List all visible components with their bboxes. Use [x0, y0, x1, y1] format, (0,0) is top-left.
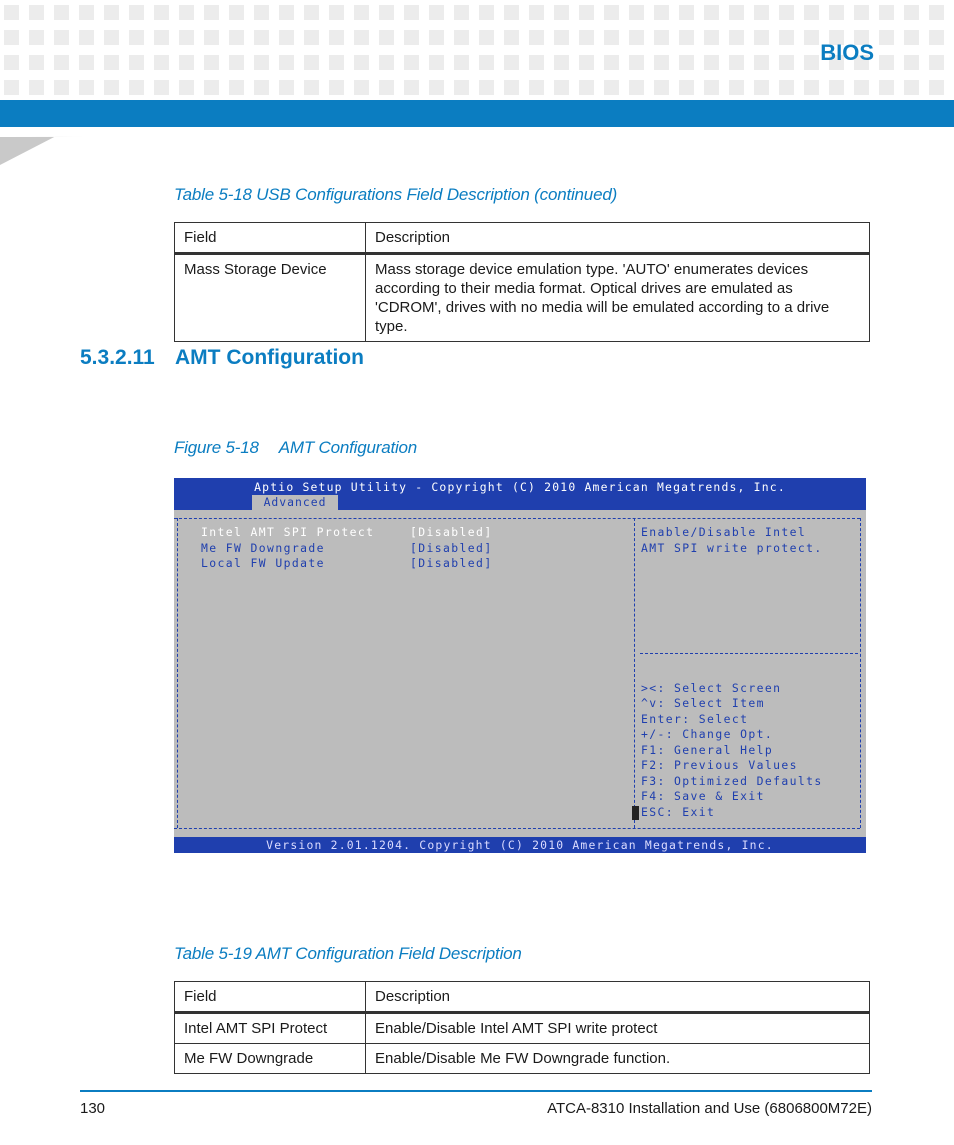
field-cell: Intel AMT SPI Protect	[175, 1013, 366, 1044]
header-dot	[904, 30, 919, 45]
chapter-title: BIOS	[820, 40, 874, 65]
header-dot	[104, 30, 119, 45]
section-title: AMT Configuration	[175, 346, 364, 369]
bios-help-line: Enable/Disable Intel	[641, 525, 807, 539]
header-dot	[754, 55, 769, 70]
header-dot	[654, 5, 669, 20]
header-dot	[204, 5, 219, 20]
table-row	[175, 1013, 870, 1044]
figure-title: AMT Configuration	[278, 438, 418, 457]
header-dot	[254, 30, 269, 45]
header-dot	[554, 55, 569, 70]
header-dot	[79, 80, 94, 95]
header-dot	[4, 55, 19, 70]
header-dot	[4, 30, 19, 45]
header-dot	[579, 30, 594, 45]
header-dot	[829, 5, 844, 20]
header-dot	[429, 55, 444, 70]
header-dot	[504, 30, 519, 45]
header-dot	[729, 55, 744, 70]
header-dot	[329, 80, 344, 95]
header-dot	[554, 30, 569, 45]
header-dot	[604, 30, 619, 45]
header-dot	[779, 80, 794, 95]
header-dot	[654, 30, 669, 45]
header-dot	[654, 55, 669, 70]
bios-key-hint: ^v: Select Item	[641, 696, 765, 710]
header-dot	[629, 30, 644, 45]
header-dot	[204, 30, 219, 45]
header-dot	[179, 80, 194, 95]
header-dot	[479, 5, 494, 20]
header-dot	[379, 5, 394, 20]
header-dot	[629, 80, 644, 95]
header-dot	[404, 30, 419, 45]
header-dot	[879, 55, 894, 70]
header-dot	[154, 30, 169, 45]
header-dot	[354, 80, 369, 95]
table-header-row	[175, 982, 870, 1013]
header-dot	[704, 80, 719, 95]
header-dot	[929, 5, 944, 20]
header-dot	[279, 55, 294, 70]
header-dot	[504, 80, 519, 95]
header-dot	[104, 55, 119, 70]
header-dot	[904, 55, 919, 70]
header-dot	[454, 55, 469, 70]
header-dot	[554, 5, 569, 20]
header-dot	[504, 55, 519, 70]
header-dot	[604, 55, 619, 70]
header-dot	[929, 55, 944, 70]
bios-frame-top	[174, 518, 860, 519]
header-dot	[379, 55, 394, 70]
bios-help-separator	[640, 653, 858, 654]
header-dot	[754, 30, 769, 45]
bios-screenshot	[174, 478, 866, 853]
bios-key-hint: F1: General Help	[641, 743, 774, 757]
table-header-row	[175, 223, 870, 254]
amt-config-table	[174, 981, 870, 1074]
header-dot	[629, 55, 644, 70]
header-dot	[679, 30, 694, 45]
column-header-description: Description	[366, 982, 870, 1013]
header-dot	[654, 80, 669, 95]
header-dot	[104, 80, 119, 95]
table-row	[175, 254, 870, 342]
header-dot	[204, 55, 219, 70]
header-dot	[679, 80, 694, 95]
header-dot	[54, 5, 69, 20]
header-dot	[154, 80, 169, 95]
header-dot	[679, 5, 694, 20]
bios-frame-right	[860, 518, 861, 828]
header-dot	[354, 5, 369, 20]
header-dot	[779, 30, 794, 45]
header-dot	[729, 5, 744, 20]
header-dot	[529, 30, 544, 45]
bios-version-bar: Version 2.01.1204. Copyright (C) 2010 American Megatrends, Inc.	[174, 837, 866, 853]
header-dot	[529, 5, 544, 20]
section-heading	[80, 346, 364, 370]
header-dot	[704, 5, 719, 20]
header-dot	[129, 5, 144, 20]
header-dot	[179, 5, 194, 20]
section-number: 5.3.2.11	[80, 346, 155, 369]
table-row	[175, 1044, 870, 1074]
header-dot	[804, 30, 819, 45]
header-grey-wedge	[0, 131, 954, 165]
header-dot	[754, 80, 769, 95]
header-dot	[479, 80, 494, 95]
header-dot	[554, 80, 569, 95]
header-dot	[229, 30, 244, 45]
header-dot	[729, 30, 744, 45]
header-dot	[29, 80, 44, 95]
bios-key-hint: Enter: Select	[641, 712, 749, 726]
header-dot	[304, 55, 319, 70]
header-dot	[29, 5, 44, 20]
header-dot	[429, 30, 444, 45]
bios-title: Aptio Setup Utility - Copyright (C) 2010 American Megatrends, Inc.	[254, 480, 786, 494]
header-dot	[354, 55, 369, 70]
field-cell: Me FW Downgrade	[175, 1044, 366, 1074]
header-dot	[29, 30, 44, 45]
header-dot	[204, 80, 219, 95]
header-dot	[129, 30, 144, 45]
header-dot	[854, 80, 869, 95]
header-dot	[279, 5, 294, 20]
header-dot	[404, 80, 419, 95]
header-dot	[479, 55, 494, 70]
header-dot	[54, 80, 69, 95]
header-dot	[404, 5, 419, 20]
column-header-field: Field	[175, 982, 366, 1013]
header-dot	[829, 80, 844, 95]
header-dot	[304, 30, 319, 45]
bios-key-hint: F3: Optimized Defaults	[641, 774, 823, 788]
header-dot	[679, 55, 694, 70]
header-dot	[754, 5, 769, 20]
header-dot	[479, 30, 494, 45]
document-title: ATCA-8310 Installation and Use (6806800M72E)	[547, 1100, 872, 1117]
header-dot	[504, 5, 519, 20]
header-dot	[79, 5, 94, 20]
header-dot	[579, 55, 594, 70]
text-cursor	[632, 806, 639, 820]
bios-title-bar	[174, 478, 866, 510]
header-dot	[4, 5, 19, 20]
page-number: 130	[80, 1100, 106, 1117]
description-cell: Mass storage device emulation type. 'AUTO' enumerates devices according to their media format. Optical drives are emulated as 'CDROM', drives with no media will be emulated according to a drive type.	[366, 254, 870, 342]
header-dot	[879, 5, 894, 20]
header-dot	[329, 55, 344, 70]
column-header-field: Field	[175, 223, 366, 254]
header-dot	[279, 80, 294, 95]
header-dot	[329, 30, 344, 45]
header-blue-band	[0, 100, 954, 127]
bios-key-hint: ><: Select Screen	[641, 681, 782, 695]
header-dot	[129, 55, 144, 70]
header-dot	[929, 80, 944, 95]
header-dot	[779, 55, 794, 70]
header-dot	[729, 80, 744, 95]
usb-config-table	[174, 222, 870, 342]
header-dot	[254, 5, 269, 20]
header-dot	[179, 30, 194, 45]
header-dot	[79, 55, 94, 70]
header-dot	[304, 80, 319, 95]
bios-body	[174, 510, 866, 837]
header-dot	[129, 80, 144, 95]
header-dot-pattern	[0, 0, 954, 98]
bios-help-line: AMT SPI write protect.	[641, 541, 823, 555]
header-dot	[854, 5, 869, 20]
bios-key-hint: ESC: Exit	[641, 805, 716, 819]
bios-key-hint: F2: Previous Values	[641, 758, 798, 772]
header-dot	[154, 5, 169, 20]
bios-frame-divider	[634, 518, 635, 828]
header-dot	[154, 55, 169, 70]
header-dot	[604, 80, 619, 95]
bios-key-hint: +/-: Change Opt.	[641, 727, 774, 741]
header-dot	[229, 80, 244, 95]
header-dot	[329, 5, 344, 20]
header-dot	[54, 55, 69, 70]
bios-value-local-fw-update[interactable]: [Disabled]	[410, 556, 493, 570]
header-dot	[429, 5, 444, 20]
table-caption-5-19: Table 5-19 AMT Configuration Field Description	[174, 944, 522, 963]
header-dot	[804, 55, 819, 70]
header-dot	[454, 80, 469, 95]
header-dot	[454, 5, 469, 20]
header-dot	[104, 5, 119, 20]
description-cell: Enable/Disable Intel AMT SPI write protect	[366, 1013, 870, 1044]
footer-rule	[80, 1090, 872, 1092]
header-dot	[404, 55, 419, 70]
table-caption-5-18: Table 5-18 USB Configurations Field Description (continued)	[174, 185, 618, 204]
header-dot	[379, 80, 394, 95]
header-dot	[454, 30, 469, 45]
header-dot	[304, 5, 319, 20]
column-header-description: Description	[366, 223, 870, 254]
figure-label: Figure 5-18	[174, 438, 259, 457]
header-dot	[929, 30, 944, 45]
header-dot	[529, 55, 544, 70]
header-dot	[429, 80, 444, 95]
bios-frame-left	[177, 518, 178, 828]
header-dot	[354, 30, 369, 45]
header-dot	[579, 80, 594, 95]
header-dot	[254, 55, 269, 70]
header-dot	[79, 30, 94, 45]
header-dot	[379, 30, 394, 45]
bios-item-amt-spi-protect[interactable]: Intel AMT SPI Protect	[201, 525, 375, 539]
header-dot	[254, 80, 269, 95]
header-dot	[229, 55, 244, 70]
description-cell: Enable/Disable Me FW Downgrade function.	[366, 1044, 870, 1074]
header-dot	[179, 55, 194, 70]
field-cell: Mass Storage Device	[175, 254, 366, 342]
header-dot	[904, 80, 919, 95]
header-dot	[704, 30, 719, 45]
header-dot	[779, 5, 794, 20]
header-dot	[804, 80, 819, 95]
header-dot	[629, 5, 644, 20]
header-dot	[529, 80, 544, 95]
header-dot	[54, 30, 69, 45]
header-dot	[279, 30, 294, 45]
bios-item-me-fw-downgrade[interactable]: Me FW Downgrade	[201, 541, 325, 555]
header-dot	[4, 80, 19, 95]
bios-item-local-fw-update[interactable]: Local FW Update	[201, 556, 325, 570]
header-dot	[704, 55, 719, 70]
bios-key-hint: F4: Save & Exit	[641, 789, 765, 803]
bios-tab-advanced[interactable]: Advanced	[252, 495, 338, 510]
header-dot	[804, 5, 819, 20]
header-dot	[579, 5, 594, 20]
figure-caption	[174, 438, 417, 458]
header-dot	[29, 55, 44, 70]
header-dot	[604, 5, 619, 20]
bios-value-me-fw-downgrade[interactable]: [Disabled]	[410, 541, 493, 555]
header-dot	[229, 5, 244, 20]
header-dot	[879, 30, 894, 45]
header-dot	[904, 5, 919, 20]
bios-frame-bottom	[174, 828, 860, 829]
bios-value-amt-spi-protect[interactable]: [Disabled]	[410, 525, 493, 539]
header-dot	[879, 80, 894, 95]
